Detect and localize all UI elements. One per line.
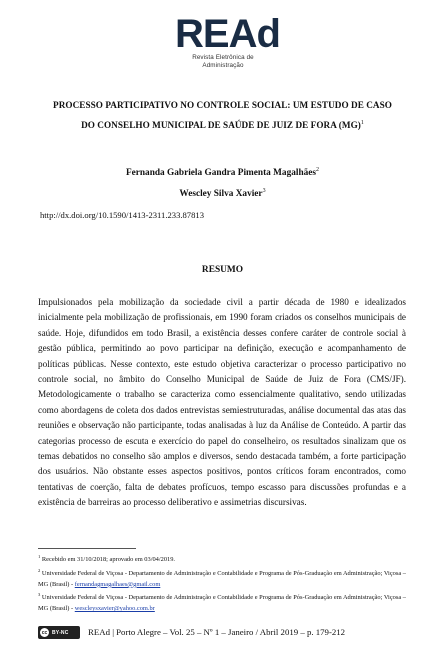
cc-symbol: cc xyxy=(41,629,48,636)
cc-license-icon[interactable] xyxy=(38,626,80,639)
journal-logo xyxy=(175,12,280,69)
cc-license-text: BY-NC xyxy=(52,629,69,636)
abstract-text: Impulsionados pela mobilização da sociedade civil a partir década de 1980 e idealizados inicialmente pela mobilização de profissionais, em 1990 foram criados os conselhos municipais de saúde. Hoje, difundidos em todo Brasil, a existência desses confere caráter de controle social à gestão pública, permitindo ao povo participar na definição, execução e acompanhamento de políticas públicas. Nesse contexto, este estudo objetiva caracterizar o processo participativo no controle social, no âmbito do Conselho Municipal de Saúde de Juiz de Fora (CMS/JF). Metodologicamente o trabalho se caracteriza como essencialmente qualitativo, sendo utilizadas como abordagens de coleta dos dados entrevistas semiestruturadas, análise documental das atas das reuniões e observação não participante, todas analisadas à luz da Análise de Conteúdo. A partir das categorias processo de escuta e exercício do papel do conselheiro, os resultados sinalizam que os temas debatidos no conselho são amplos e diversos, sendo destacada também, a forte participação dos usuários. Não obstante esses aspectos positivos, pontos críticos foram encontrados, como tentativas de coerção, falta de debates profícuos, tempo escasso para discussões profundas e a existência de barreiras ao processo deliberativo e assimetrias discursivas. xyxy=(38,297,406,508)
author-1: Fernanda Gabriela Gandra Pimenta Magalhães$^2$ xyxy=(125,167,320,179)
footnote-3: $^3$ Universidade Federal de Viçosa - Departamento de Administração e Contabilidade e Programa de Pós-Graduação em Administração; Viçosa – MG (Brasil) - wescleysxavier@yahoo.com.br xyxy=(38,592,406,613)
title-line-2: DO CONSELHO MUNICIPAL DE SAÚDE DE JUIZ DE FORA (MG)$^1$ xyxy=(81,120,364,131)
article-title xyxy=(34,96,411,134)
footnote-2: $^2$ Universidade Federal de Viçosa - Departamento de Administração e Contabilidade e Programa de Pós-Graduação em Administração; Viçosa – MG (Brasil) - fernandagmagalhaes@gmail.com xyxy=(38,567,406,588)
logo-subtitle: Revista Eletrônica de Administração xyxy=(192,54,254,69)
footnote-1: $^1$ Recebido em 31/10/2018; aprovado em 03/04/2019. xyxy=(38,554,176,564)
footnotes xyxy=(38,552,406,615)
footnote-divider xyxy=(38,548,136,549)
author-1-footnote-ref: 2 xyxy=(316,167,320,173)
email-link-2[interactable]: wescleysxavier@yahoo.com.br xyxy=(74,605,155,613)
author-list xyxy=(0,162,445,203)
logo-word: REAd xyxy=(175,12,280,56)
abstract-heading: RESUMO xyxy=(201,265,244,275)
email-link-1[interactable]: fernandagmagalhaes@gmail.com xyxy=(74,580,161,588)
footer-citation: REAd | Porto Alegre – Vol. 25 – Nº 1 – Janeiro / Abril 2019 – p. 179-212 xyxy=(88,627,346,637)
author-2-footnote-ref: 3 xyxy=(262,187,266,194)
title-footnote-ref: 1 xyxy=(360,120,364,126)
page-footer xyxy=(38,624,408,640)
author-2: Wescley Silva Xavier$^3$ xyxy=(179,187,266,199)
doi-link[interactable]: http://dx.doi.org/10.1590/1413-2311.233.87813 xyxy=(40,210,204,220)
title-line-1: PROCESSO PARTICIPATIVO NO CONTROLE SOCIAL: UM ESTUDO DE CASO xyxy=(53,100,392,110)
